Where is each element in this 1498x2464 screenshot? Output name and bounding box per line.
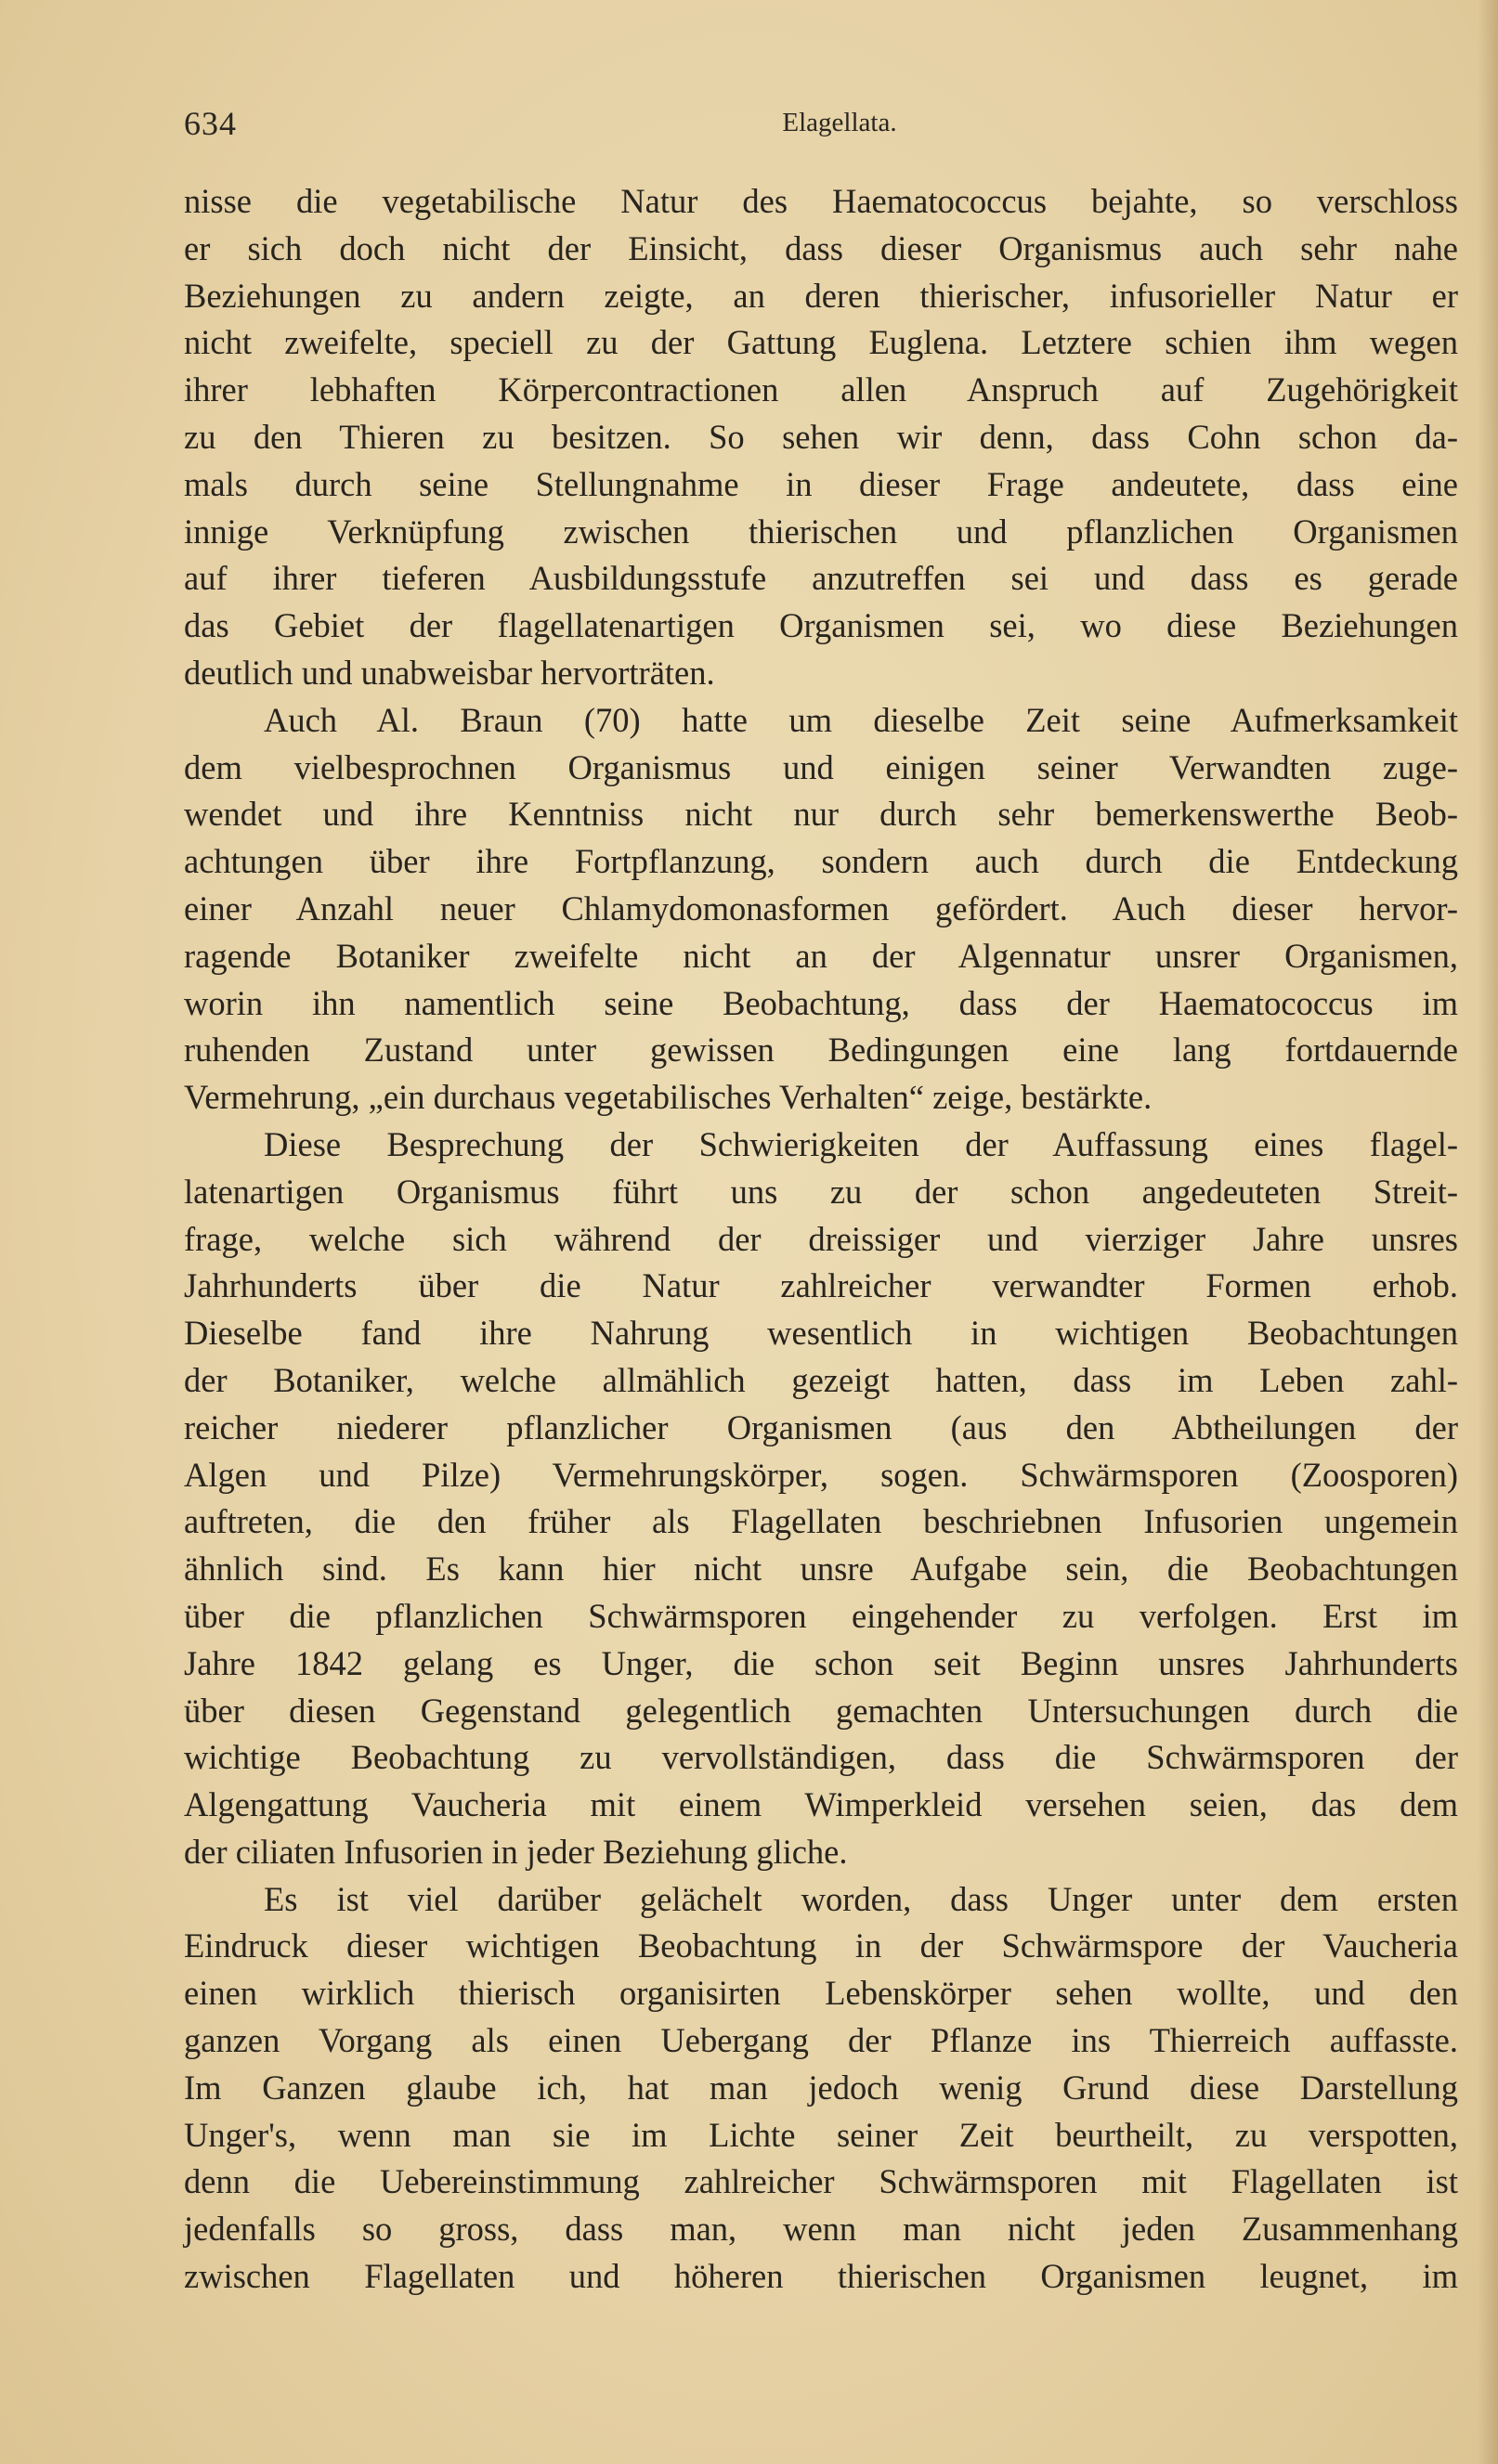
text-line: einer Anzahl neuer Chlamydomonasformen gefördert. Auch dieser hervor- <box>184 888 1458 927</box>
text-line: einen wirklich thierisch organisirten Lebenskörper sehen wollte, und den <box>184 1974 1458 2013</box>
text-line: Es ist viel darüber gelächelt worden, dass Unger unter dem ersten <box>264 1879 1458 1918</box>
text-line: der Botaniker, welche allmählich gezeigt hatten, dass im Leben zahl- <box>184 1360 1458 1399</box>
text-line: nisse die vegetabilische Natur des Haematococcus bejahte, so verschloss <box>184 182 1458 220</box>
text-line: ihrer lebhaften Körpercontractionen allen Anspruch auf Zugehörigkeit <box>184 370 1458 409</box>
text-line: Im Ganzen glaube ich, hat man jedoch wenig Grund diese Darstellung <box>184 2068 1458 2107</box>
text-line: nicht zweifelte, speciell zu der Gattung Euglena. Letztere schien ihm wegen <box>184 323 1458 362</box>
text-line: Beziehungen zu andern zeigte, an deren thierischer, infusorieller Natur er <box>184 276 1458 315</box>
text-line: das Gebiet der flagellatenartigen Organismen sei, wo diese Beziehungen <box>184 606 1458 645</box>
text-line: Auch Al. Braun (70) hatte um dieselbe Zeit seine Aufmerksamkeit <box>264 700 1458 739</box>
text-line: auftreten, die den früher als Flagellaten beschriebnen Infusorien ungemein <box>184 1502 1458 1541</box>
running-title: Elagellata. <box>782 108 897 137</box>
body-text <box>184 178 1458 2301</box>
text-line: denn die Uebereinstimmung zahlreicher Schwärmsporen mit Flagellaten ist <box>184 2162 1458 2201</box>
text-line: Vermehrung, „ein durchaus vegetabilisches Verhalten“ zeige, bestärkte. <box>184 1078 1153 1117</box>
text-line: innige Verknüpfung zwischen thierischen und pflanzlichen Organismen <box>184 512 1458 551</box>
text-line: der ciliaten Infusorien in jeder Beziehung gliche. <box>184 1832 848 1871</box>
text-line: ähnlich sind. Es kann hier nicht unsre Aufgabe sein, die Beobachtungen <box>184 1550 1458 1589</box>
text-line: jedenfalls so gross, dass man, wenn man nicht jeden Zusammenhang <box>184 2210 1458 2249</box>
text-line: ruhenden Zustand unter gewissen Bedingungen eine lang fortdauernde <box>184 1031 1458 1070</box>
text-line: frage, welche sich während der dreissiger und vierziger Jahre unsres <box>184 1219 1458 1258</box>
text-line: wichtige Beobachtung zu vervollständigen, dass die Schwärmsporen der <box>184 1738 1458 1777</box>
text-line: ganzen Vorgang als einen Uebergang der Pflanze ins Thierreich auffasste. <box>184 2021 1458 2060</box>
text-line: ragende Botaniker zweifelte nicht an der Algennatur unsrer Organismen, <box>184 936 1458 975</box>
text-line: er sich doch nicht der Einsicht, dass dieser Organismus auch sehr nahe <box>184 228 1458 267</box>
text-line: Unger's, wenn man sie im Lichte seiner Zeit beurtheilt, zu verspotten, <box>184 2115 1458 2154</box>
text-line: über diesen Gegenstand gelegentlich gemachten Untersuchungen durch die <box>184 1691 1458 1730</box>
text-line: achtungen über ihre Fortpflanzung, sondern auch durch die Entdeckung <box>184 842 1458 881</box>
text-line: auf ihrer tieferen Ausbildungsstufe anzutreffen sei und dass es gerade <box>184 559 1458 598</box>
text-line: mals durch seine Stellungnahme in dieser Frage andeutete, dass eine <box>184 464 1458 503</box>
text-line: deutlich und unabweisbar hervorträten. <box>184 653 715 692</box>
text-line: zwischen Flagellaten und höheren thierischen Organismen leugnet, im <box>184 2257 1458 2296</box>
text-line: Algengattung Vaucheria mit einem Wimperkleid versehen seien, das dem <box>184 1785 1458 1824</box>
text-line: latenartigen Organismus führt uns zu der schon angedeuteten Streit- <box>184 1172 1458 1211</box>
text-line: über die pflanzlichen Schwärmsporen eingehender zu verfolgen. Erst im <box>184 1596 1458 1635</box>
text-line: Dieselbe fand ihre Nahrung wesentlich in wichtigen Beobachtungen <box>184 1314 1458 1353</box>
text-line: worin ihn namentlich seine Beobachtung, dass der Haematococcus im <box>184 983 1458 1022</box>
text-line: Jahrhunderts über die Natur zahlreicher verwandter Formen erhob. <box>184 1266 1458 1305</box>
page-header <box>184 97 1458 152</box>
text-line: Algen und Pilze) Vermehrungskörper, sogen. Schwärmsporen (Zoosporen) <box>184 1455 1458 1494</box>
text-line: Diese Besprechung der Schwierigkeiten der Auffassung eines flagel- <box>264 1124 1458 1163</box>
text-line: wendet und ihre Kenntniss nicht nur durch sehr bemerkenswerthe Beob- <box>184 795 1458 834</box>
text-line: Jahre 1842 gelang es Unger, die schon seit Beginn unsres Jahrhunderts <box>184 1643 1458 1682</box>
text-line: reicher niederer pflanzlicher Organismen (aus den Abtheilungen der <box>184 1407 1458 1446</box>
page-edge-shadow <box>1478 0 1498 2464</box>
text-line: dem vielbesprochnen Organismus und einigen seiner Verwandten zuge- <box>184 747 1458 786</box>
text-line: Eindruck dieser wichtigen Beobachtung in der Schwärmspore der Vaucheria <box>184 1926 1458 1965</box>
page-number: 634 <box>184 105 237 142</box>
text-line: zu den Thieren zu besitzen. So sehen wir denn, dass Cohn schon da- <box>184 417 1458 456</box>
